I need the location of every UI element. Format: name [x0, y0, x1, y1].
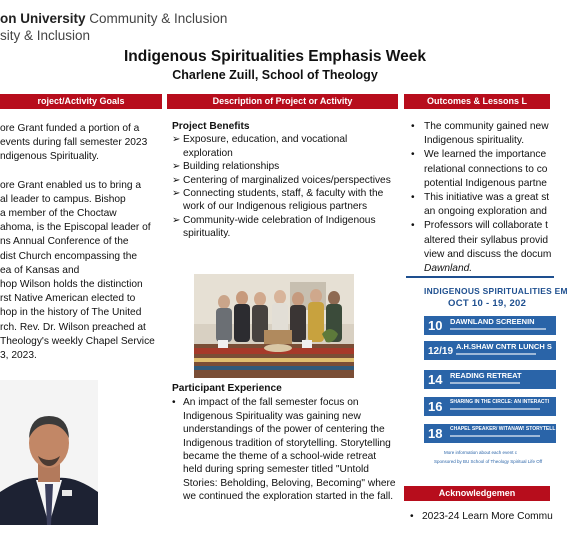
- goals-line: 3, 2023.: [0, 350, 37, 362]
- outcome-line: view and discuss the docum: [424, 248, 552, 260]
- outcome-line: altered their syllabus provid: [424, 234, 549, 246]
- goals-line: hop in the history of The United: [0, 307, 142, 319]
- list-item: ➢ Exposure, education, and vocational exploration: [172, 134, 348, 159]
- event-date: 12/19: [428, 346, 454, 357]
- poster-subtitle: Charlene Zuill, School of Theology: [172, 68, 378, 82]
- event-date: 10: [428, 318, 443, 333]
- bullet-icon: •: [411, 220, 415, 232]
- event-date: 14: [428, 372, 443, 387]
- outcome-line: relational connections to co: [424, 163, 548, 175]
- flyer-event: [424, 341, 556, 360]
- goals-line: ndigenous Spirituality.: [0, 151, 99, 163]
- project-benefits-list: [172, 133, 397, 240]
- flyer-event: [424, 397, 556, 416]
- goals-line: dist Church encompassing the: [0, 250, 138, 262]
- flyer-title: INDIGENOUS SPIRITUALITIES EM: [424, 286, 568, 296]
- arrow-bullet-icon: ➢: [172, 161, 181, 173]
- event-name: DAWNLAND SCREENIN: [450, 317, 535, 326]
- event-flyer: [406, 276, 568, 468]
- goals-line: hop Wilson holds the distinction: [0, 279, 143, 291]
- arrow-bullet-icon: ➢: [172, 174, 181, 186]
- bullet-icon: •: [410, 511, 414, 522]
- flyer-event: [424, 370, 556, 389]
- list-item: • An impact of the fall semester focus on Indigenous Spirituality was gaining new understandings of the power of centering the Indigenous tradition of storytelling. Storytelling became the theme of a school-wide retreat held during spring semester titled "Untold Stories: Beholding, Beloving, Becoming" where we continued the exploration started in the fall.: [172, 397, 396, 503]
- event-name: READING RETREAT: [450, 371, 522, 380]
- list-item: ➢ Connecting students, staff, & faculty with the work of our Indigenous religious partners: [172, 188, 384, 213]
- goals-line: ea of Kansas and: [0, 264, 80, 276]
- goals-line: ns Annual Conference of the: [0, 236, 129, 248]
- org-name: on University: [0, 11, 86, 26]
- arrow-bullet-icon: ➢: [172, 188, 181, 200]
- flyer-event: [424, 316, 556, 335]
- group-photo: [194, 274, 354, 378]
- outcome-line: potential Indigenous partne: [424, 177, 547, 189]
- project-benefits-section: [172, 120, 397, 241]
- participant-experience-heading: Participant Experience: [172, 383, 282, 394]
- flyer-dates: OCT 10 - 19, 202: [448, 298, 527, 309]
- goals-header: roject/Activity Goals: [0, 94, 162, 109]
- event-date: 16: [428, 399, 443, 414]
- outcome-film-title: Dawnland.: [424, 263, 473, 275]
- org-unit-second-line: sity & Inclusion: [0, 28, 91, 43]
- goals-line: al leader to campus. Bishop: [0, 193, 126, 205]
- project-benefits-heading: Project Benefits: [172, 121, 250, 132]
- outcome-line: Indigenous spirituality.: [424, 135, 525, 147]
- acknowledgements-item: • 2023-24 Learn More Commu: [410, 511, 553, 522]
- goals-line: ore Grant funded a portion of a: [0, 123, 140, 134]
- goals-line: rch. Rev. Dr. Wilson preached at: [0, 321, 146, 333]
- goals-line: a member of the Choctaw: [0, 208, 117, 220]
- goals-line: ahoma, is the Episcopal leader of: [0, 222, 151, 234]
- poster-title: Indigenous Spiritualities Emphasis Week: [123, 48, 427, 65]
- participant-experience-section: [172, 382, 397, 504]
- bishop-portrait-photo: [0, 380, 98, 525]
- list-item: • Professors will collaborate t: [410, 219, 555, 233]
- flyer-footer-info: More information about each event c: [444, 450, 518, 455]
- outcomes-list: [410, 120, 555, 276]
- goals-line: ore Grant enabled us to bring a: [0, 179, 142, 191]
- flyer-event: [424, 424, 556, 443]
- goals-text: [0, 122, 156, 363]
- participant-experience-list: [172, 396, 397, 503]
- arrow-bullet-icon: ➢: [172, 134, 181, 146]
- arrow-bullet-icon: ➢: [172, 214, 181, 226]
- list-item: ➢ Centering of marginalized voices/perspectives: [172, 174, 391, 186]
- bullet-icon: •: [172, 397, 176, 409]
- flyer-footer-sponsor: Sponsored by BU School of Theology Spiritual Life Off: [434, 459, 543, 464]
- event-name: SHARING IN THE CIRCLE: AN INTERACTI: [450, 399, 549, 405]
- bullet-icon: •: [411, 121, 415, 132]
- event-name: A.H.SHAW CNTR LUNCH S: [456, 342, 552, 351]
- description-header: Description of Project or Activity: [167, 94, 398, 109]
- goals-line: events during fall semester 2023: [0, 137, 148, 149]
- organization-header: [0, 10, 227, 44]
- bullet-icon: •: [411, 149, 415, 161]
- goals-line: rst Native American elected to: [0, 293, 136, 305]
- outcome-line: an ongoing exploration and: [424, 206, 547, 218]
- event-date: 18: [428, 426, 443, 441]
- list-item: • The community gained new: [410, 120, 555, 134]
- bullet-icon: •: [411, 192, 415, 204]
- goals-line: Theology's weekly Chapel Service: [0, 335, 155, 347]
- list-item: • This initiative was a great st: [410, 191, 555, 205]
- outcomes-header: Outcomes & Lessons L: [404, 94, 550, 109]
- acknowledgements-header: Acknowledgemen: [404, 486, 550, 501]
- list-item: • We learned the importance: [410, 148, 555, 162]
- list-item: ➢ Community-wide celebration of Indigenous spirituality.: [172, 214, 376, 240]
- list-item: ➢ Building relationships: [172, 161, 280, 173]
- event-name: CHAPEL SPEAKER/ WITANAW! STORYTELL: [450, 426, 556, 432]
- org-unit: Community & Inclusion: [85, 11, 228, 26]
